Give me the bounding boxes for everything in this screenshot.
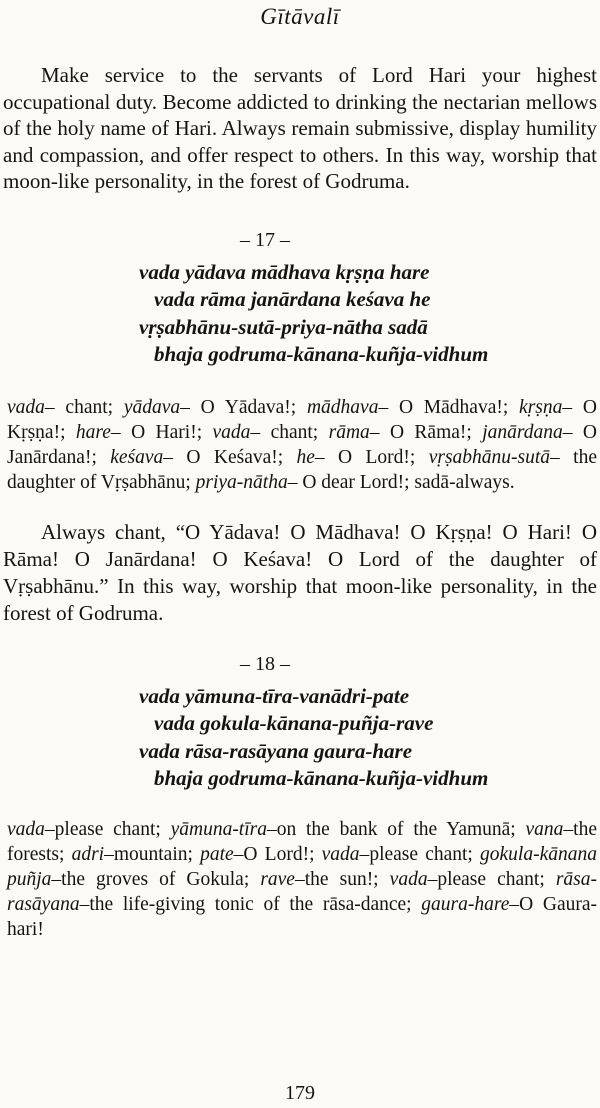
verse-17-line-1: vada yādava mādhava kṛṣṇa hare bbox=[139, 259, 430, 284]
verse-18-line-1: vada yāmuna-tīra-vanādri-pate bbox=[139, 683, 410, 708]
verse-17-synonyms: vada– chant; yādava– O Yādava!; mādhava– O Mādhava!; kṛṣṇa– O Kṛṣṇa!; hare– O Hari!; vada– chant; rāma– O Rāma!; janārdana– O Janārdana!; keśava– O Keśava!; he– O Lord!; vṛṣabhānu-sutā– the daughter of Vṛṣabhānu; priya-nātha– O dear Lord!; sadā-always. bbox=[7, 396, 597, 493]
verse-18-line-4: bhaja godruma-kānana-kuñja-vidhum bbox=[154, 766, 489, 790]
verse-17-line-3: vṛṣabhānu-sutā-priya-nātha sadā bbox=[139, 314, 428, 339]
intro-paragraph: Make service to the servants of Lord Hari your highest occupational duty. Become addicted to drinking the nectarian mellows of the holy name of Hari. Always remain submissive, display humility and compassion, and offer respect to others. In this way, worship that moon-like personality, in the forest of Godruma. bbox=[3, 63, 597, 193]
page-number: 179 bbox=[285, 1082, 315, 1104]
book-page bbox=[0, 3, 600, 1104]
verse-17 bbox=[139, 259, 597, 369]
verse-18-synonyms: vada–please chant; yāmuna-tīra–on the bank of the Yamunā; vana–the forests; adri–mountain; pate–O Lord!; vada–please chant; gokula-kānana puñja–the groves of Gokula; rave–the sun!; vada–please chant; rāsa-rasāyana–the life-giving tonic of the rāsa-dance; gaura-hare–O Gaura-hari! bbox=[7, 818, 597, 940]
page-title: Gītāvalī bbox=[260, 4, 340, 29]
verse-18-line-2: vada gokula-kānana-puñja-rave bbox=[154, 711, 434, 735]
verse-17-line-2: vada rāma janārdana keśava he bbox=[154, 287, 431, 311]
verse-18-heading: – 18 – bbox=[240, 652, 290, 675]
verse-18-line-3: vada rāsa-rasāyana gaura-hare bbox=[139, 738, 413, 763]
verse-17-translation: Always chant, “O Yādava! O Mādhava! O Kṛṣṇa! O Hari! O Rāma! O Janārdana! O Keśava! O Lord of the daughter of Vṛṣabhānu.” In this way, worship that moon-like personality, in the forest of Godruma. bbox=[3, 519, 597, 625]
verse-17-heading: – 17 – bbox=[240, 228, 290, 251]
verse-17-line-4: bhaja godruma-kānana-kuñja-vidhum bbox=[154, 342, 489, 366]
verse-18 bbox=[139, 683, 597, 793]
